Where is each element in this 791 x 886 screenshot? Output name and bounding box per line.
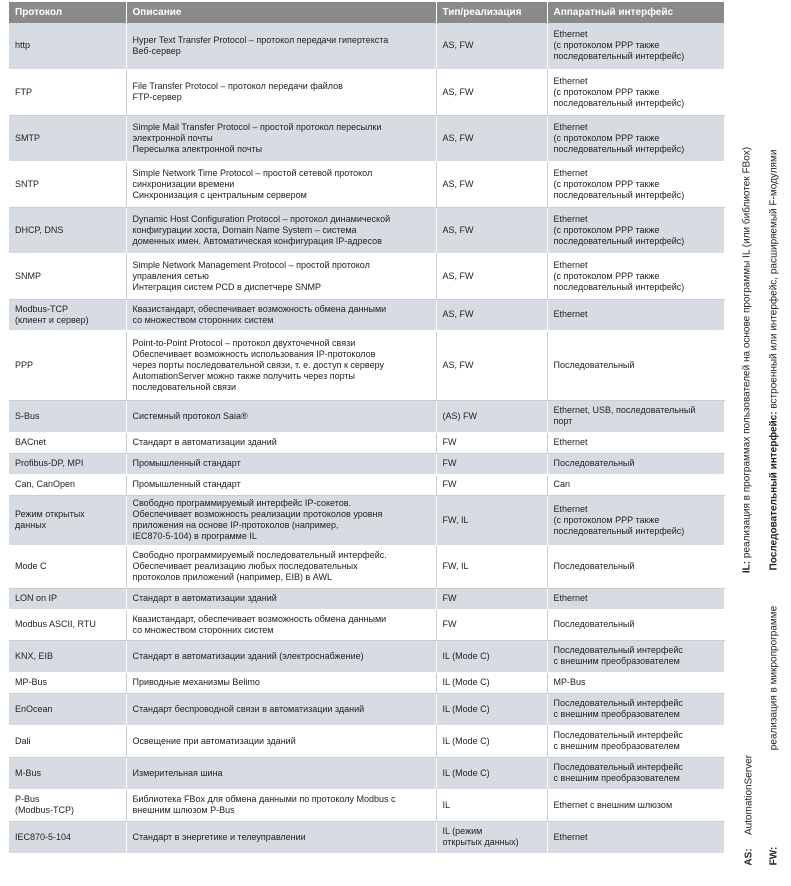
cell-interface: Последовательный интерфейс с внешним преобразователем xyxy=(547,757,724,789)
table-row xyxy=(9,725,724,757)
table-row xyxy=(9,161,724,207)
table-row xyxy=(9,474,724,495)
cell-protocol: KNX, EIB xyxy=(9,640,126,672)
cell-interface: Ethernet с внешним шлюзом xyxy=(547,789,724,821)
cell-protocol: http xyxy=(9,23,126,69)
cell-description: Промышленный стандарт xyxy=(126,453,436,474)
cell-type: (AS) FW xyxy=(436,400,547,432)
cell-interface: Ethernet (с протоколом PPP также последовательный интерфейс) xyxy=(547,115,724,161)
cell-type: IL xyxy=(436,789,547,821)
cell-type: AS, FW xyxy=(436,330,547,400)
cell-protocol: FTP xyxy=(9,69,126,115)
cell-protocol: S-Bus xyxy=(9,400,126,432)
cell-protocol: IEC870-5-104 xyxy=(9,821,126,853)
table-row xyxy=(9,432,724,453)
legend-il-text: реализация в программах пользователей на основе программы IL (или библиотек FBox) xyxy=(741,146,753,559)
cell-protocol: Mode C xyxy=(9,545,126,588)
table-row xyxy=(9,23,724,69)
cell-interface: Ethernet xyxy=(547,299,724,330)
cell-type: AS, FW xyxy=(436,207,547,253)
cell-protocol: Modbus-TCP (клиент и сервер) xyxy=(9,299,126,330)
table-row xyxy=(9,400,724,432)
legend-fw-abbr: FW: xyxy=(768,846,780,866)
header-description: Описание xyxy=(126,2,436,23)
cell-description: Освещение при автоматизации зданий xyxy=(126,725,436,757)
table-header-row xyxy=(9,2,724,23)
table-row xyxy=(9,69,724,115)
header-interface: Аппаратный интерфейс xyxy=(547,2,724,23)
legend-column-right xyxy=(764,0,784,886)
cell-protocol: Dali xyxy=(9,725,126,757)
cell-interface: Ethernet (с протоколом PPP также последовательный интерфейс) xyxy=(547,253,724,299)
cell-interface: Последовательный интерфейс с внешним преобразователем xyxy=(547,725,724,757)
table-row xyxy=(9,609,724,640)
cell-interface: Ethernet (с протоколом PPP также последовательный интерфейс) xyxy=(547,161,724,207)
cell-interface: Последовательный интерфейс с внешним преобразователем xyxy=(547,640,724,672)
cell-protocol: Modbus ASCII, RTU xyxy=(9,609,126,640)
table-row xyxy=(9,693,724,725)
cell-interface: Последовательный xyxy=(547,545,724,588)
protocols-table xyxy=(9,2,725,854)
header-type: Тип/реализация xyxy=(436,2,547,23)
cell-description: Стандарт беспроводной связи в автоматизации зданий xyxy=(126,693,436,725)
cell-description: Simple Mail Transfer Protocol – простой протокол пересылки электронной почты Пересылка электронной почты xyxy=(126,115,436,161)
cell-description: Simple Network Time Protocol – простой сетевой протокол синхронизации времени Синхронизация с центральным сервером xyxy=(126,161,436,207)
cell-description: Hyper Text Transfer Protocol – протокол передачи гипертекста Веб-сервер xyxy=(126,23,436,69)
cell-protocol: LON on IP xyxy=(9,588,126,609)
cell-type: AS, FW xyxy=(436,161,547,207)
cell-description: Квазистандарт, обеспечивает возможность обмена данными со множеством сторонних систем xyxy=(126,299,436,330)
cell-description: Свободно программируемый интерфейс IP-сокетов. Обеспечивает возможность реализации протоколов уровня приложения на основе IP-протоколов (например, IEC870-5-104) в программе IL xyxy=(126,495,436,545)
cell-description: Промышленный стандарт xyxy=(126,474,436,495)
legend-serial-text: встроенный или интерфейс, расширяемый F-модулями xyxy=(768,149,780,409)
cell-interface: Последовательный интерфейс с внешним преобразователем xyxy=(547,693,724,725)
cell-protocol: EnOcean xyxy=(9,693,126,725)
cell-type: AS, FW xyxy=(436,299,547,330)
cell-protocol: SNTP xyxy=(9,161,126,207)
cell-type: IL (Mode C) xyxy=(436,672,547,693)
cell-type: AS, FW xyxy=(436,69,547,115)
cell-protocol: SMTP xyxy=(9,115,126,161)
legend-as-text: AutomationServer xyxy=(743,754,755,836)
cell-interface: Ethernet xyxy=(547,432,724,453)
cell-description: Стандарт в автоматизации зданий xyxy=(126,432,436,453)
cell-protocol: Can, CanOpen xyxy=(9,474,126,495)
cell-type: AS, FW xyxy=(436,115,547,161)
legend-as-abbr-wrap xyxy=(744,848,755,865)
cell-protocol: BACnet xyxy=(9,432,126,453)
cell-type: FW, IL xyxy=(436,495,547,545)
cell-protocol: Profibus-DP, MPI xyxy=(9,453,126,474)
cell-description: Стандарт в энергетике и телеуправлении xyxy=(126,821,436,853)
table-row xyxy=(9,640,724,672)
cell-protocol: Режим открытых данных xyxy=(9,495,126,545)
table-row xyxy=(9,757,724,789)
cell-interface: Последовательный xyxy=(547,609,724,640)
legend-fw-text: реализация в микропрограмме xyxy=(768,605,780,751)
table-row xyxy=(9,299,724,330)
cell-interface: Can xyxy=(547,474,724,495)
cell-interface: Последовательный xyxy=(547,453,724,474)
cell-interface: Ethernet xyxy=(547,588,724,609)
cell-type: IL (Mode C) xyxy=(436,640,547,672)
cell-interface: Ethernet, USB, последовательный порт xyxy=(547,400,724,432)
legend-il xyxy=(742,147,753,573)
table-row xyxy=(9,789,724,821)
cell-interface: MP-Bus xyxy=(547,672,724,693)
cell-protocol: SNMP xyxy=(9,253,126,299)
legend-serial xyxy=(769,150,780,571)
table-row xyxy=(9,207,724,253)
cell-interface: Ethernet (с протоколом PPP также последовательный интерфейс) xyxy=(547,69,724,115)
cell-description: Dynamic Host Configuration Protocol – протокол динамической конфигурации хоста, Domain Name System – система доменных имен. Автоматическая конфигурация IP-адресов xyxy=(126,207,436,253)
table-row xyxy=(9,672,724,693)
cell-description: Simple Network Management Protocol – простой протокол управления сетью Интеграция систем PCD в диспетчере SNMP xyxy=(126,253,436,299)
legend-as-abbr: AS: xyxy=(743,848,755,866)
header-protocol: Протокол xyxy=(9,2,126,23)
cell-type: FW xyxy=(436,609,547,640)
cell-type: FW xyxy=(436,474,547,495)
cell-type: FW xyxy=(436,453,547,474)
cell-type: AS, FW xyxy=(436,23,547,69)
legend-il-abbr: IL: xyxy=(741,560,753,574)
table-row xyxy=(9,545,724,588)
table-row xyxy=(9,115,724,161)
legend-fw xyxy=(769,606,780,750)
cell-interface: Ethernet (с протоколом PPP также последовательный интерфейс) xyxy=(547,207,724,253)
cell-description: Системный протокол Saia® xyxy=(126,400,436,432)
table-row xyxy=(9,588,724,609)
cell-interface: Последовательный xyxy=(547,330,724,400)
cell-type: IL (Mode C) xyxy=(436,693,547,725)
cell-description: Квазистандарт, обеспечивает возможность обмена данными со множеством сторонних систем xyxy=(126,609,436,640)
cell-description: Свободно программируемый последовательный интерфейс. Обеспечивает реализацию любых последовательных протоколов приложений (например, EIB) в AWL xyxy=(126,545,436,588)
cell-type: FW, IL xyxy=(436,545,547,588)
cell-interface: Ethernet (с протоколом PPP также последовательный интерфейс) xyxy=(547,23,724,69)
table-row xyxy=(9,330,724,400)
cell-description: Стандарт в автоматизации зданий (электроснабжение) xyxy=(126,640,436,672)
cell-description: Стандарт в автоматизации зданий xyxy=(126,588,436,609)
cell-description: Измерительная шина xyxy=(126,757,436,789)
table-row xyxy=(9,253,724,299)
cell-protocol: M-Bus xyxy=(9,757,126,789)
legend-column-left xyxy=(737,0,757,886)
legend-as xyxy=(744,755,755,835)
cell-type: FW xyxy=(436,588,547,609)
cell-protocol: DHCP, DNS xyxy=(9,207,126,253)
cell-type: AS, FW xyxy=(436,253,547,299)
cell-protocol: MP-Bus xyxy=(9,672,126,693)
table-row xyxy=(9,453,724,474)
cell-protocol: PPP xyxy=(9,330,126,400)
cell-description: File Transfer Protocol – протокол передачи файлов FTP-сервер xyxy=(126,69,436,115)
cell-type: IL (режим открытых данных) xyxy=(436,821,547,853)
cell-description: Приводные механизмы Belimo xyxy=(126,672,436,693)
table-row xyxy=(9,821,724,853)
legend-serial-abbr: Последовательный интерфейс: xyxy=(768,411,780,571)
cell-interface: Ethernet xyxy=(547,821,724,853)
table-body xyxy=(9,23,724,853)
cell-description: Point-to-Point Protocol – протокол двухточечной связи Обеспечивает возможность использования IP-протоколов через порты последовательной связи, т. е. доступ к серверу AutomationServer можно также получить через порты последовательной связи xyxy=(126,330,436,400)
cell-type: IL (Mode C) xyxy=(436,725,547,757)
legend-fw-abbr-wrap xyxy=(769,847,780,866)
cell-description: Библиотека FBox для обмена данными по протоколу Modbus с внешним шлюзом P-Bus xyxy=(126,789,436,821)
table-row xyxy=(9,495,724,545)
cell-type: IL (Mode C) xyxy=(436,757,547,789)
cell-type: FW xyxy=(436,432,547,453)
cell-protocol: P-Bus (Modbus-TCP) xyxy=(9,789,126,821)
cell-interface: Ethernet (с протоколом PPP также последовательный интерфейс) xyxy=(547,495,724,545)
